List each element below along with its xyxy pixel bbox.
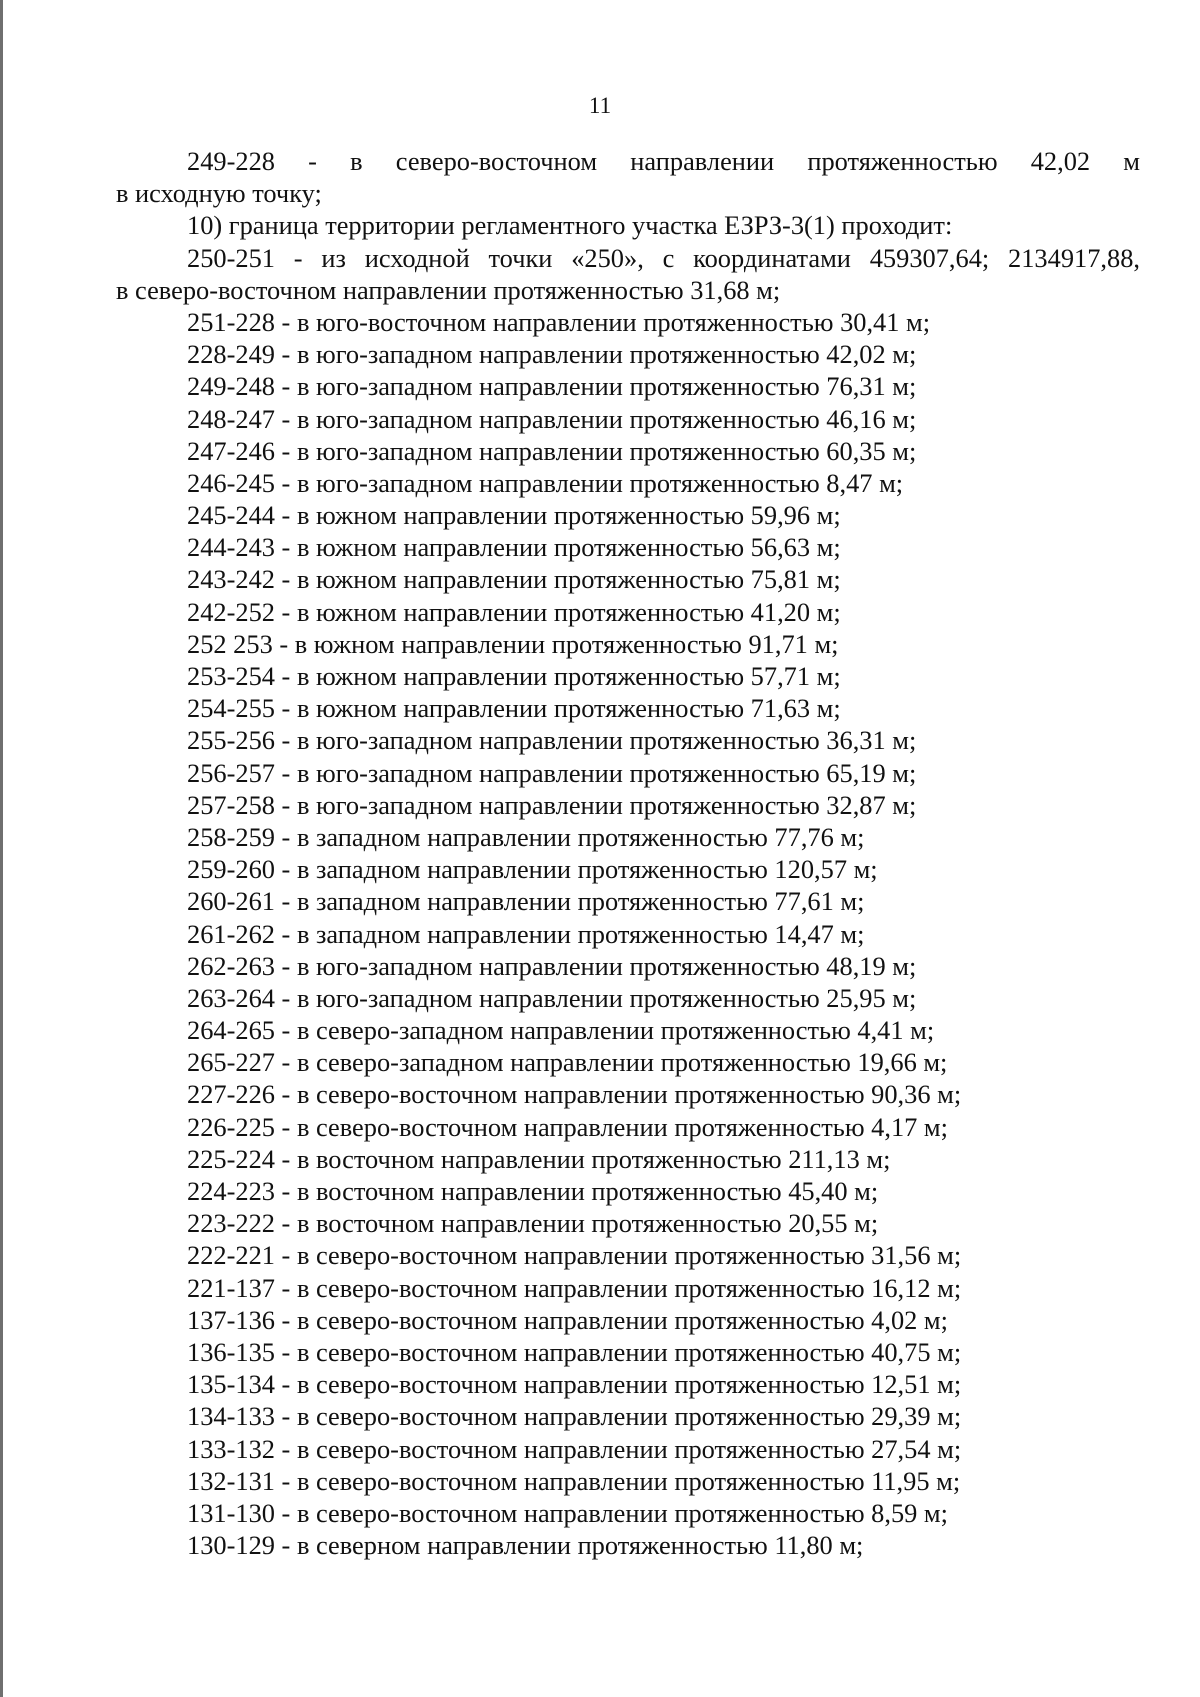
word: протяженностью (807, 146, 998, 176)
first-segment-continuation: в исходную точку; (116, 178, 322, 209)
segment-line: 224-223 - в восточном направлении протяженностью 45,40 м; (187, 1176, 879, 1206)
word: 42,02 (1030, 146, 1091, 176)
word: - (293, 242, 303, 273)
word: точки (488, 242, 553, 273)
word: 249-228 (187, 146, 275, 176)
segment-line: 137-136 - в северо-восточном направлении протяженностью 4,02 м; (187, 1304, 948, 1335)
segment-line: 228-249 - в юго-западном направлении протяженностью 42,02 м; (187, 339, 917, 370)
segment-line: 248-247 - в юго-западном направлении протяженностью 46,16 м; (187, 403, 917, 434)
segment-line: 135-134 - в северо-восточном направлении протяженностью 12,51 м; (187, 1369, 962, 1400)
segment-line: 249-248 - в юго-западном направлении протяженностью 76,31 м; (187, 371, 917, 402)
scan-edge (0, 0, 3, 1697)
segment-line: 263-264 - в юго-западном направлении протяженностью 25,95 м; (187, 982, 917, 1013)
word: направлении (630, 146, 775, 176)
word: в (350, 146, 363, 176)
segment-line: 254-255 - в южном направлении протяженностью 71,63 м; (187, 693, 841, 724)
segment-line: 227-226 - в северо-восточном направлении протяженностью 90,36 м; (187, 1079, 962, 1110)
segment-line: 226-225 - в северо-восточном направлении протяженностью 4,17 м; (187, 1111, 948, 1142)
word: северо-восточном (395, 146, 598, 176)
segment-line: 131-130 - в северо-восточном направлении протяженностью 8,59 м; (187, 1497, 948, 1528)
page-number: 11 (588, 93, 612, 118)
word: координатами (693, 242, 851, 273)
word: 2134917,88, (1008, 242, 1140, 273)
segment-line: 253-254 - в южном направлении протяженностью 57,71 м; (187, 661, 841, 691)
segment-line: 260-261 - в западном направлении протяженностью 77,61 м; (187, 886, 865, 917)
segment-list (116, 306, 1140, 1561)
segment-line: 225-224 - в восточном направлении протяженностью 211,13 м; (187, 1143, 891, 1174)
start-point-line (116, 242, 1140, 274)
segment-line: 264-265 - в северо-западном направлении протяженностью 4,41 м; (187, 1015, 935, 1046)
word: 250-251 (187, 242, 275, 273)
segment-line: 258-259 - в западном направлении протяженностью 77,76 м; (187, 821, 865, 852)
segment-line: 252 253 - в южном направлении протяженностью 91,71 м; (187, 628, 839, 659)
segment-line: 221-137 - в северо-восточном направлении протяженностью 16,12 м; (187, 1272, 962, 1303)
start-point-continuation: в северо-восточном направлении протяженностью 31,68 м; (116, 274, 781, 305)
word: - (308, 146, 317, 176)
word: исходной (364, 242, 470, 273)
first-segment-line (116, 145, 1140, 177)
word: 459307,64; (869, 242, 990, 273)
segment-line: 265-227 - в северо-западном направлении протяженностью 19,66 м; (187, 1047, 948, 1078)
word: м (1123, 146, 1140, 176)
segment-line: 223-222 - в восточном направлении протяженностью 20,55 м; (187, 1208, 879, 1239)
segment-line: 256-257 - в юго-западном направлении протяженностью 65,19 м; (187, 757, 917, 788)
word: из (321, 242, 346, 273)
document-body (116, 145, 1140, 1561)
segment-line: 257-258 - в юго-западном направлении протяженностью 32,87 м; (187, 789, 917, 820)
segment-line: 134-133 - в северо-восточном направлении протяженностью 29,39 м; (187, 1401, 962, 1432)
segment-line: 245-244 - в южном направлении протяженностью 59,96 м; (187, 500, 841, 531)
segment-line: 251-228 - в юго-восточном направлении протяженностью 30,41 м; (187, 306, 931, 337)
segment-line: 242-252 - в южном направлении протяженностью 41,20 м; (187, 596, 841, 627)
segment-line: 246-245 - в юго-западном направлении протяженностью 8,47 м; (187, 467, 904, 498)
segment-line: 243-242 - в южном направлении протяженностью 75,81 м; (187, 564, 841, 595)
segment-line: 247-246 - в юго-западном направлении протяженностью 60,35 м; (187, 435, 917, 466)
word: «250», (571, 242, 644, 273)
segment-line: 222-221 - в северо-восточном направлении протяженностью 31,56 м; (187, 1240, 962, 1271)
segment-line: 136-135 - в северо-восточном направлении протяженностью 40,75 м; (187, 1336, 962, 1367)
segment-line: 244-243 - в южном направлении протяженностью 56,63 м; (187, 532, 841, 563)
segment-line: 133-132 - в северо-восточном направлении протяженностью 27,54 м; (187, 1433, 962, 1464)
section-heading: 10) граница территории регламентного участка ЕЗРЗ-3(1) проходит: (187, 210, 953, 241)
segment-line: 262-263 - в юго-западном направлении протяженностью 48,19 м; (187, 950, 917, 981)
segment-line: 132-131 - в северо-восточном направлении протяженностью 11,95 м; (187, 1465, 961, 1496)
word: с (662, 242, 675, 273)
segment-line: 261-262 - в западном направлении протяженностью 14,47 м; (187, 918, 865, 949)
segment-line: 255-256 - в юго-западном направлении протяженностью 36,31 м; (187, 725, 917, 756)
segment-line: 130-129 - в северном направлении протяженностью 11,80 м; (187, 1530, 864, 1561)
segment-line: 259-260 - в западном направлении протяженностью 120,57 м; (187, 854, 878, 885)
